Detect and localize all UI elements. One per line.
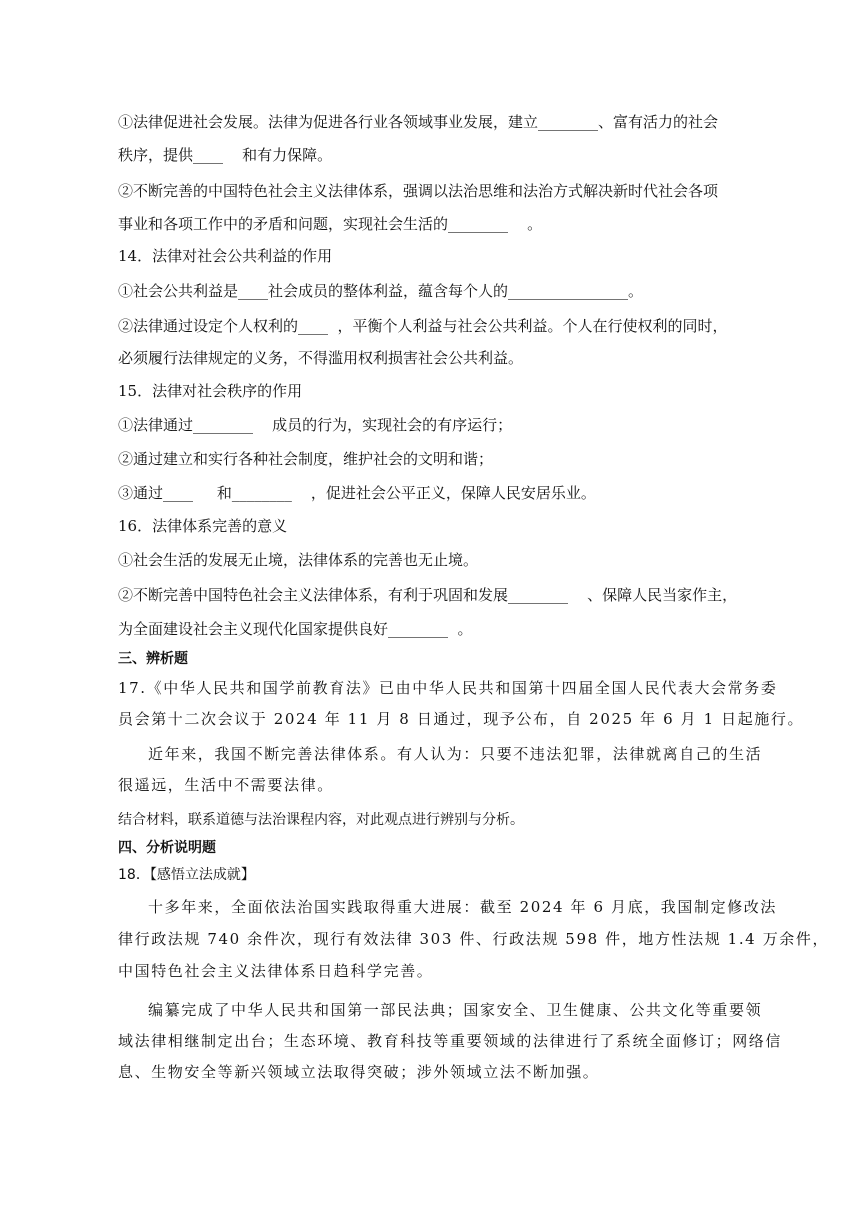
text-line: ②法律通过设定个人权利的____ ，平衡个人利益与社会公共利益。个人在行使权利的同时， [118, 317, 728, 335]
text-line: 必须履行法律规定的义务，不得滥用权利损害社会公共利益。 [118, 349, 524, 367]
text-line: 为全面建设社会主义现代化国家提供良好________ 。 [118, 620, 473, 638]
text-line: 息、生物安全等新兴领域立法取得突破；涉外领域立法不断加强。 [118, 1063, 600, 1081]
section-heading-14: 14．法律对社会公共利益的作用 [118, 247, 333, 265]
text-line: ②不断完善中国特色社会主义法律体系，有利于巩固和发展________ 、保障人民当家作主， [118, 586, 738, 604]
part-three-heading: 三、辨析题 [118, 651, 188, 667]
text-line: 结合材料，联系道德与法治课程内容，对此观点进行辨别与分析。 [118, 812, 524, 828]
text-line: 域法律相继制定出台；生态环境、教育科技等重要领域的法律进行了系统全面修订；网络信 [118, 1032, 783, 1050]
section-heading-15: 15．法律对社会秩序的作用 [118, 382, 303, 400]
text-line: ③通过____ 和________ ，促进社会公平正义，保障人民安居乐业。 [118, 484, 596, 502]
text-line: ①社会生活的发展无止境，法律体系的完善也无止境。 [118, 551, 479, 569]
text-line: 近年来，我国不断完善法律体系。有人认为：只要不违法犯罪，法律就离自己的生活 [148, 745, 763, 763]
text-line: ①法律促进社会发展。法律为促进各行业各领域事业发展，建立________、富有活力的社会 [118, 113, 719, 131]
text-line: ②不断完善的中国特色社会主义法律体系，强调以法治思维和法治方式解决新时代社会各项 [118, 182, 719, 200]
text-line: 17.《中华人民共和国学前教育法》已由中华人民共和国第十四届全国人民代表大会常务委 [118, 679, 778, 697]
text-line: 十多年来，全面依法治国实践取得重大进展：截至 2024 年 6 月底，我国制定修改法 [148, 898, 777, 916]
text-line: ②通过建立和实行各种社会制度，维护社会的文明和谐； [118, 450, 494, 468]
text-line: 事业和各项工作中的矛盾和问题，实现社会生活的________ 。 [118, 215, 543, 233]
text-line: 编纂完成了中华人民共和国第一部民法典；国家安全、卫生健康、公共文化等重要领 [148, 1001, 763, 1019]
text-line: ①法律通过________ 成员的行为，实现社会的有序运行； [118, 416, 513, 434]
text-line: 员会第十二次会议于 2024 年 11 月 8 日通过，现予公布，自 2025 年 6 月 1 日起施行。 [118, 710, 805, 728]
section-heading-16: 16．法律体系完善的意义 [118, 517, 288, 535]
text-line: ①社会公共利益是____社会成员的整体利益，蕴含每个人的________________。 [118, 282, 644, 300]
question-18-title: 18．【感悟立法成就】 [118, 867, 255, 883]
text-line: 中国特色社会主义法律体系日趋科学完善。 [118, 962, 434, 980]
text-line: 很遥远，生活中不需要法律。 [118, 776, 334, 794]
text-line: 秩序，提供____ 和有力保障。 [118, 146, 333, 164]
text-line: 律行政法规 740 余件次，现行有效法律 303 件、行政法规 598 件，地方性法规 1.4 万余件， [118, 930, 830, 948]
part-four-heading: 四、分析说明题 [118, 840, 216, 856]
